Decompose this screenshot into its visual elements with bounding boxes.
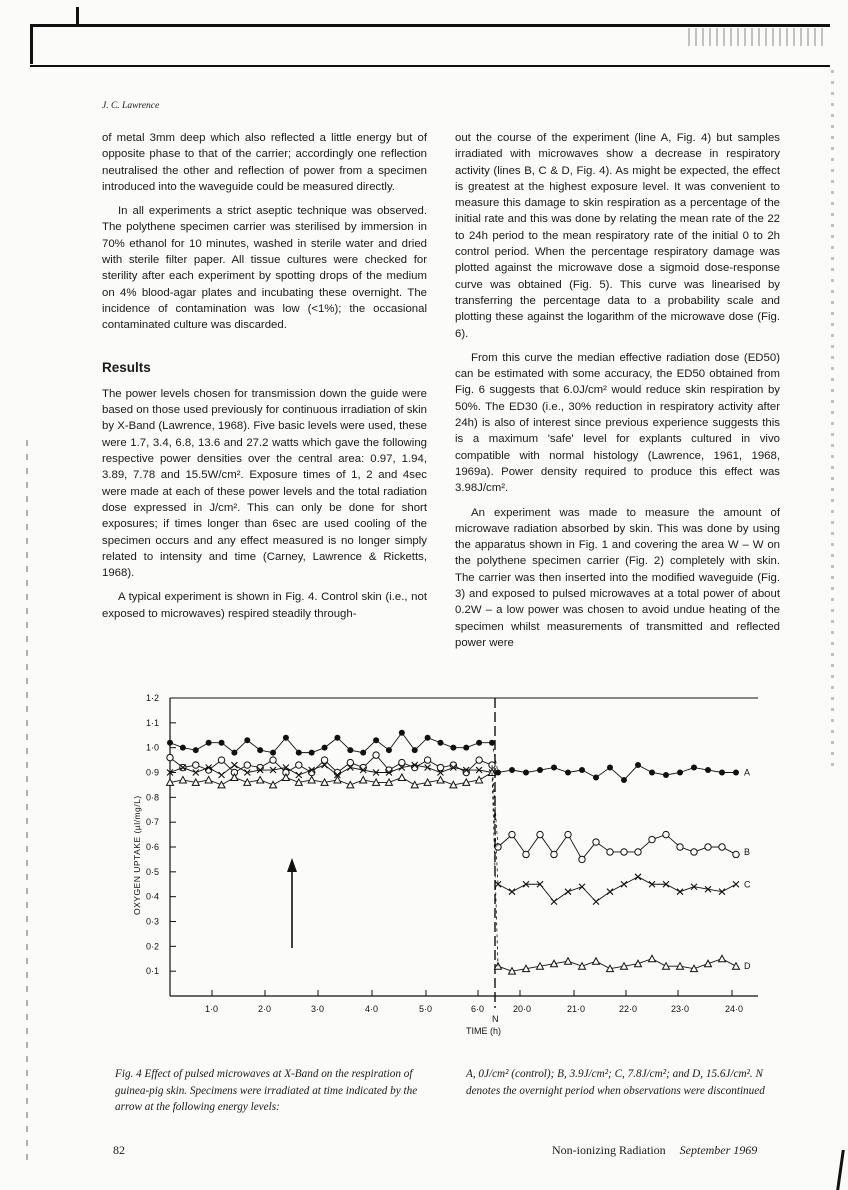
series-A-point [206,740,212,746]
series-A-point [231,750,237,756]
series-C-point [593,899,599,905]
series-C-point [551,899,557,905]
series-B-point [509,831,515,837]
series-C-point [193,770,199,776]
series-A-point [167,740,173,746]
series-B-point [663,831,669,837]
series-B-point [537,831,543,837]
y-tick-label: 0·5 [146,866,160,877]
series-B-point [691,849,697,855]
series-D-point [476,776,483,783]
x-tick-label: 23·0 [671,1004,690,1014]
series-D-point [705,960,712,967]
series-A-point [283,735,289,741]
series-A-point [691,765,697,771]
series-A-point [270,750,276,756]
series-B-point [705,844,711,850]
series-A-point [523,770,529,776]
series-D-point [649,955,656,962]
y-tick-label: 0·4 [146,891,160,902]
series-B-point [621,849,627,855]
series-A-point [663,772,669,778]
journal-date: September 1969 [679,1143,758,1157]
scan-corner-mark [836,1150,845,1190]
series-D-point [579,963,586,970]
series-D-line-2 [498,959,736,971]
series-A-point [347,747,353,753]
y-tick-label: 0·9 [146,767,160,778]
series-B-point [523,851,529,857]
series-C-point [579,884,585,890]
series-A-point [450,745,456,751]
series-A-point [322,745,328,751]
series-D-point [347,781,354,788]
scan-artifact [688,28,828,46]
series-B-point [551,851,557,857]
journal-footer [552,1143,757,1158]
break-label-n: N [492,1014,499,1024]
series-A-point [244,737,250,743]
series-B-point [719,844,725,850]
series-D-point [719,955,726,962]
series-D-point [308,776,315,783]
series-B-point [270,757,276,763]
x-tick-label: 24·0 [725,1004,744,1014]
series-A-point [579,767,585,773]
series-A-point [463,745,469,751]
figure-caption-right: A, 0J/cm² (control); B, 3.9J/cm²; C, 7.8J/cm²; and D, 15.6J/cm². N denotes the overnight period when observations were discontinued [466,1068,765,1097]
y-tick-label: 1·1 [146,717,160,728]
series-A-point [386,747,392,753]
series-A-point [621,777,627,783]
series-D-point [360,776,367,783]
series-B-point [244,762,250,768]
series-C-point [565,889,571,895]
series-A-point [565,770,571,776]
y-tick-label: 0·2 [146,941,160,952]
series-A-point [219,740,225,746]
series-C-point [219,772,225,778]
series-C-line-2 [498,877,736,902]
series-A-point [719,770,725,776]
series-A-point [649,770,655,776]
series-D-point [179,776,186,783]
series-D-label: D [744,961,751,972]
series-A-point [334,735,340,741]
series-C-point [607,889,613,895]
x-tick-label: 2·0 [258,1004,272,1014]
y-axis-label: OXYGEN UPTAKE (µl/mg/L) [132,795,142,915]
y-tick-label: 1·2 [146,693,160,703]
series-A-point [360,750,366,756]
series-A-point [425,735,431,741]
series-A-line-1 [170,733,492,753]
series-A-line-2 [498,765,736,780]
series-A-point [607,765,613,771]
figure-4 [110,690,810,1040]
series-D-point [257,776,264,783]
series-B-point [193,762,199,768]
figure-caption-left: Fig. 4 Effect of pulsed microwaves at X-Band on the respiration of guinea-pig skin. Specimens were irradiated at time indicated by the arrow at the following energy levels: [115,1068,418,1113]
journal-name: Non-ionizing Radiation [552,1143,666,1157]
series-A-point [257,747,263,753]
scan-edge-right [831,70,834,770]
x-axis-label: TIME (h) [466,1026,501,1036]
left-paragraph-1: of metal 3mm deep which also reflected a little energy but of opposite phase to that of the carrier; accordingly one reflection neutralised the other and reflection of power from a specimen introduced into the waveguide could be measured directly. [102,132,427,193]
series-B-point [677,844,683,850]
y-tick-label: 1·0 [146,742,160,753]
y-tick-label: 0·3 [146,916,160,927]
right-paragraph-2: From this curve the median effective radiation dose (ED50) can be estimated with some accuracy, the ED50 obtained from Fig. 6 suggests that 6.0J/cm² would reduce skin respiration by 50%. The ED30 (i.e., 30% reduction in respiratory activity after 24h) is also of interest since previous experience suggests this is a maximum 'safe' level for explants cultured in vivo compatible with normal histology (Lawrence, 1961, 1968, 1969a). Power density required to produce this effect was 3.98J/cm². [455,351,780,495]
series-B-point [607,849,613,855]
series-A-point [551,765,557,771]
y-tick-label: 0·6 [146,842,160,852]
left-column [102,130,427,630]
right-column [455,130,780,659]
series-A-point [677,770,683,776]
series-B-point [424,757,430,763]
series-D-point [635,960,642,967]
series-D-point [398,774,405,781]
left-paragraph-2: In all experiments a strict aseptic technique was observed. The polythene specimen carrier was sterilised by immersion in 70% ethanol for 10 minutes, washed in sterile water and dried with sterile filter paper. All tissue cultures were checked for sterility after each experiment by spotting drops of the medium on 4% blood-agar plates and incubating these overnight. The incidence of contamination was low (<1%); the occasional contaminated culture was discarded. [102,205,427,332]
x-tick-label: 6·0 [471,1004,485,1014]
series-B-point [579,856,585,862]
series-C-point [677,889,683,895]
series-D-point [270,781,277,788]
series-B-point [218,757,224,763]
series-A-point [180,745,186,751]
series-C-point [509,889,515,895]
series-A-point [509,767,515,773]
series-B-line-2 [498,835,736,860]
series-D-point [733,963,740,970]
series-A-label: A [744,767,751,778]
page-number: 82 [113,1143,125,1157]
irradiation-arrowhead [287,858,297,872]
series-A-point [309,750,315,756]
series-A-point [373,737,379,743]
series-A-point [537,767,543,773]
left-paragraph-3: The power levels chosen for transmission down the guide were based on those used previously for continuous irradiation of skin by X-Band (Lawrence, 1968). Five basic levels were used, these were 1.7, 3.4, 6.8, 13.6 and 27.2 watts which gave the following respective power densities over the central area: 0.97, 1.94, 3.89, 7.78 and 15.5W/cm². Exposure times of 1, 2 and 4sec were made at each of these power levels and the total radiation dose expressed in J/cm². This can only be done for short exposures; if times longer than 6sec are used cooling of the specimen occurs and any effect measured is no longer simply related to intensity and time (Carney, Lawrence & Ricketts, 1968). [102,387,427,580]
series-A-point [399,730,405,736]
series-B-point [373,752,379,758]
header-rule-edge [30,24,33,64]
y-tick-label: 0·1 [146,966,160,977]
series-A-point [412,747,418,753]
series-D-point [205,776,212,783]
x-tick-label: 21·0 [567,1004,586,1014]
series-B-point [649,836,655,842]
series-B-point [167,754,173,760]
series-A-point [733,770,739,776]
x-tick-label: 3·0 [311,1004,325,1014]
x-tick-label: 5·0 [419,1004,433,1014]
series-B-label: B [744,846,751,857]
series-A-point [593,774,599,780]
series-C-point [635,874,641,880]
series-A-point [193,747,199,753]
y-tick-label: 0·7 [146,817,160,828]
x-tick-label: 1·0 [205,1004,219,1014]
scan-edge-left [26,440,28,1160]
series-A-point [437,740,443,746]
series-C-label: C [744,879,751,890]
series-A-point [705,767,711,773]
series-C-point [231,762,237,768]
x-tick-label: 20·0 [513,1004,532,1014]
oxygen-uptake-chart [110,690,810,1040]
running-head-author: J. C. Lawrence [102,101,160,111]
series-B-point [593,839,599,845]
series-D-point [565,958,572,965]
series-A-point [476,740,482,746]
series-A-point [635,762,641,768]
series-D-point [437,776,444,783]
series-B-point [565,831,571,837]
results-heading: Results [102,359,151,375]
series-B-point [476,757,482,763]
series-C-point [733,881,739,887]
series-B-point [296,762,302,768]
series-B-point [635,849,641,855]
y-tick-label: 0·8 [146,792,160,803]
right-paragraph-1: out the course of the experiment (line A, Fig. 4) but samples irradiated with microwaves show a decrease in respiratory activity (lines B, C & D, Fig. 4). As might be expected, the effect is greatest at the highest exposure level. It was convenient to measure this damage to skin respiration as a percentage of the initial rate and this was done by relating the mean rate of the 22 to 24h period to the mean respiratory rate of the initial 0 to 2h control period. When the percentage respiratory damage was plotted against the microwave dose a sigmoid dose-response curve was obtained (Fig. 5). This curve was linearised by transferring the percentage data to a probability scale and plotting these against the logarithm of the microwave dose (Fig. 6). [455,132,780,340]
x-tick-label: 4·0 [365,1004,379,1014]
series-C-point [621,881,627,887]
series-D-point [593,958,600,965]
right-paragraph-3: An experiment was made to measure the amount of microwave radiation absorbed by skin. This was done by using the apparatus shown in Fig. 1 and covering the area W – W on the polythene specimen carrier (Fig. 2) completely with skin. The carrier was then inserted into the modified waveguide (Fig. 3) and exposed to pulsed microwaves at a total power of about 0.2W – a low power was chosen to avoid undue heating of the specimen whilst measurements of transmitted and reflected power were [455,506,780,649]
series-A-point [296,750,302,756]
series-B-point [733,851,739,857]
left-paragraph-4: A typical experiment is shown in Fig. 4. Control skin (i.e., not exposed to microwaves) respired steadily through- [102,591,427,620]
series-C-point [296,772,302,778]
x-tick-label: 22·0 [619,1004,638,1014]
series-D-point [218,781,225,788]
